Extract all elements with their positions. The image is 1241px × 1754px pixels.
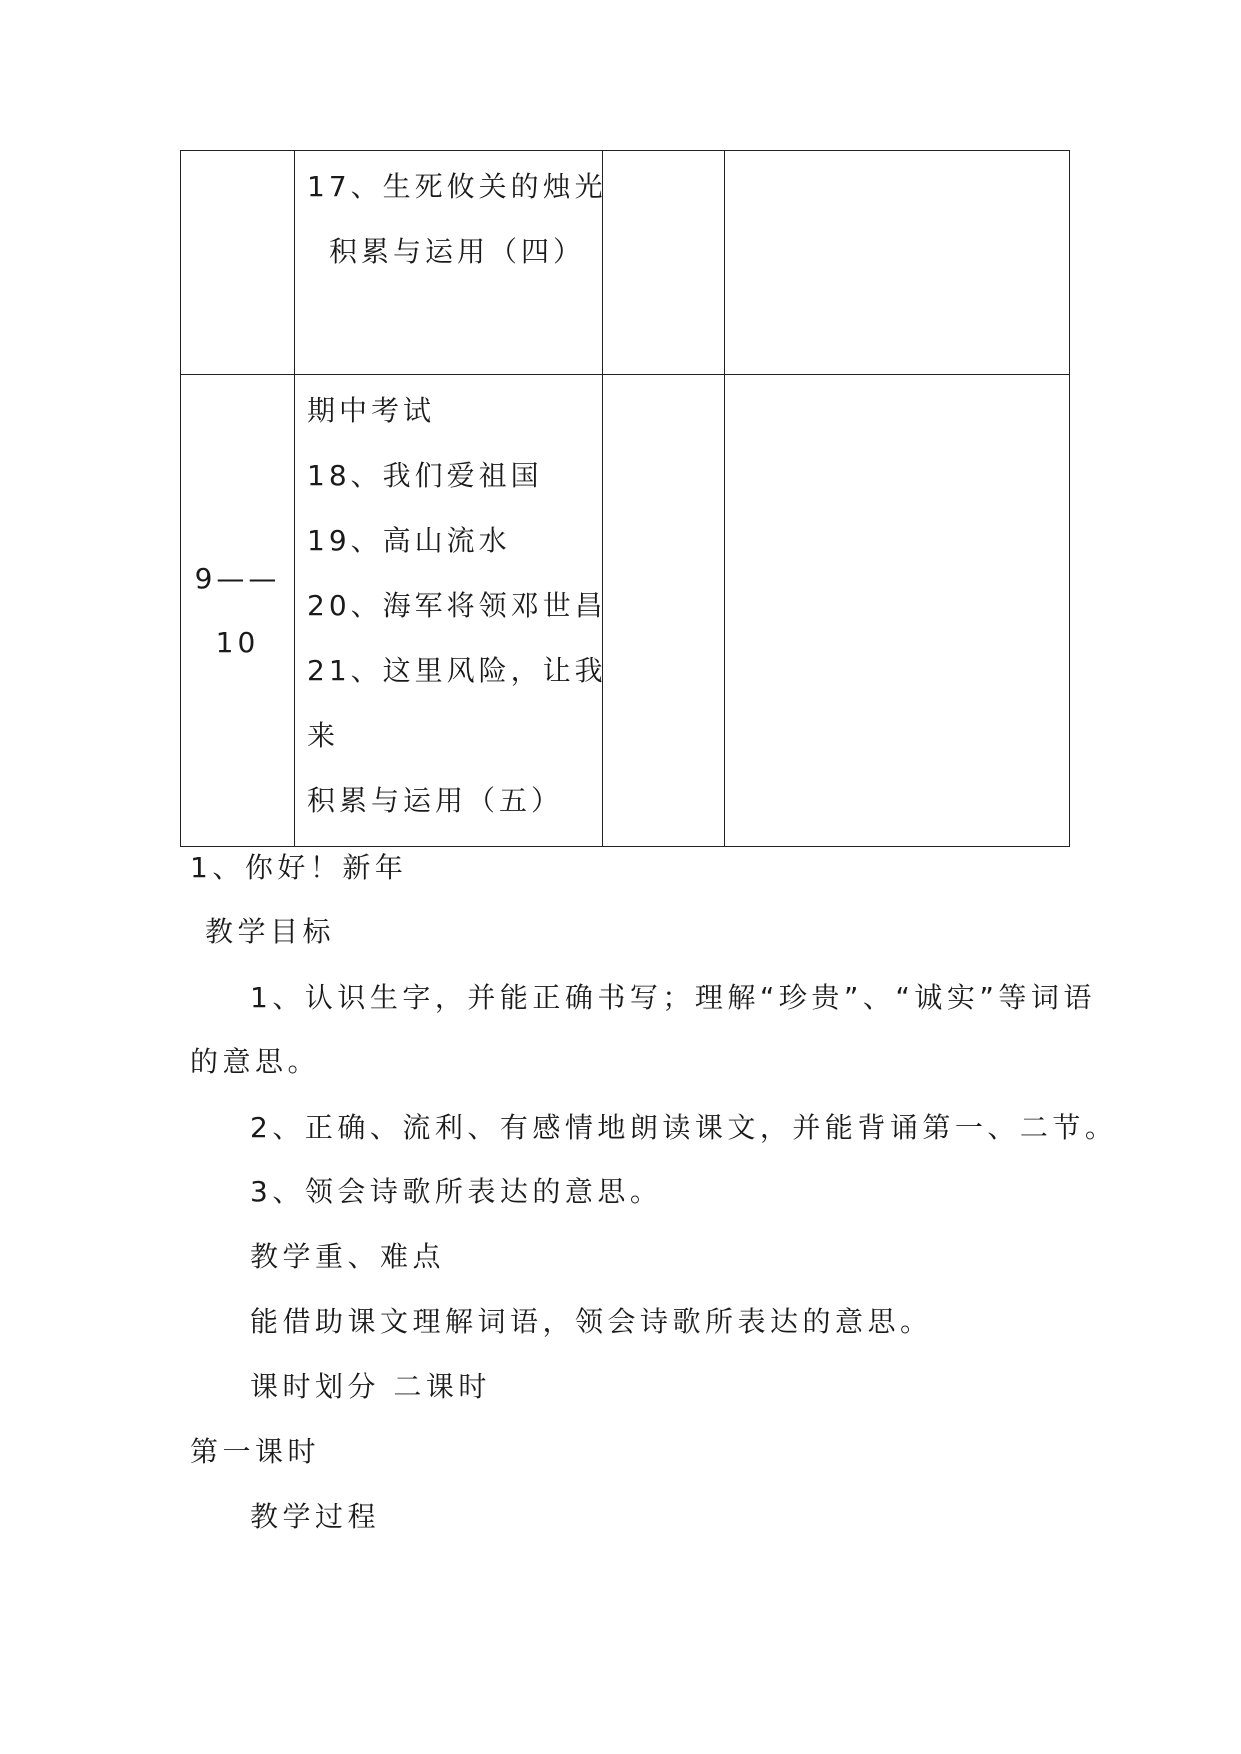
lesson-item: 17、生死攸关的烛光	[307, 170, 607, 203]
table-row	[181, 375, 1070, 847]
schedule-table	[180, 150, 1070, 847]
lesson-title: 1、你好！新年	[190, 851, 408, 884]
lesson-item: 18、我们爱祖国	[307, 459, 543, 492]
week-range-end: 10	[215, 625, 260, 659]
lesson-item: 19、高山流水	[307, 524, 511, 557]
process-heading: 教学过程	[250, 1500, 381, 1533]
goals-heading: 教学目标	[205, 915, 336, 948]
table-row	[181, 151, 1070, 375]
goal-3: 3、领会诗歌所表达的意思。	[250, 1175, 663, 1208]
lesson-cell	[295, 151, 607, 375]
lesson-item: 积累与运用（五）	[307, 784, 564, 817]
week-range-start: 9——	[194, 561, 281, 595]
lesson-item: 来	[307, 719, 340, 752]
lesson-cell	[295, 375, 607, 847]
empty-cell	[603, 151, 725, 375]
lesson-item: 期中考试	[307, 394, 436, 427]
period-division: 课时划分 二课时	[250, 1370, 491, 1403]
empty-cell	[603, 375, 725, 847]
lesson-item: 21、这里风险，让我	[307, 654, 607, 687]
goal-1-line-1: 1、认识生字，并能正确书写；理解“珍贵”、“诚实”等词语	[250, 981, 1096, 1014]
lesson-item: 积累与运用（四）	[329, 235, 586, 268]
key-points-text: 能借助课文理解词语，领会诗歌所表达的意思。	[250, 1305, 933, 1338]
goal-1-line-2: 的意思。	[190, 1045, 321, 1078]
empty-cell	[725, 151, 1070, 375]
key-points-heading: 教学重、难点	[250, 1240, 446, 1273]
week-cell	[181, 151, 295, 375]
empty-cell	[725, 375, 1070, 847]
lesson-item: 20、海军将领邓世昌	[307, 589, 607, 622]
goal-2: 2、正确、流利、有感情地朗读课文，并能背诵第一、二节。	[250, 1111, 1118, 1144]
first-period-heading: 第一课时	[190, 1435, 321, 1468]
week-cell	[181, 375, 295, 847]
